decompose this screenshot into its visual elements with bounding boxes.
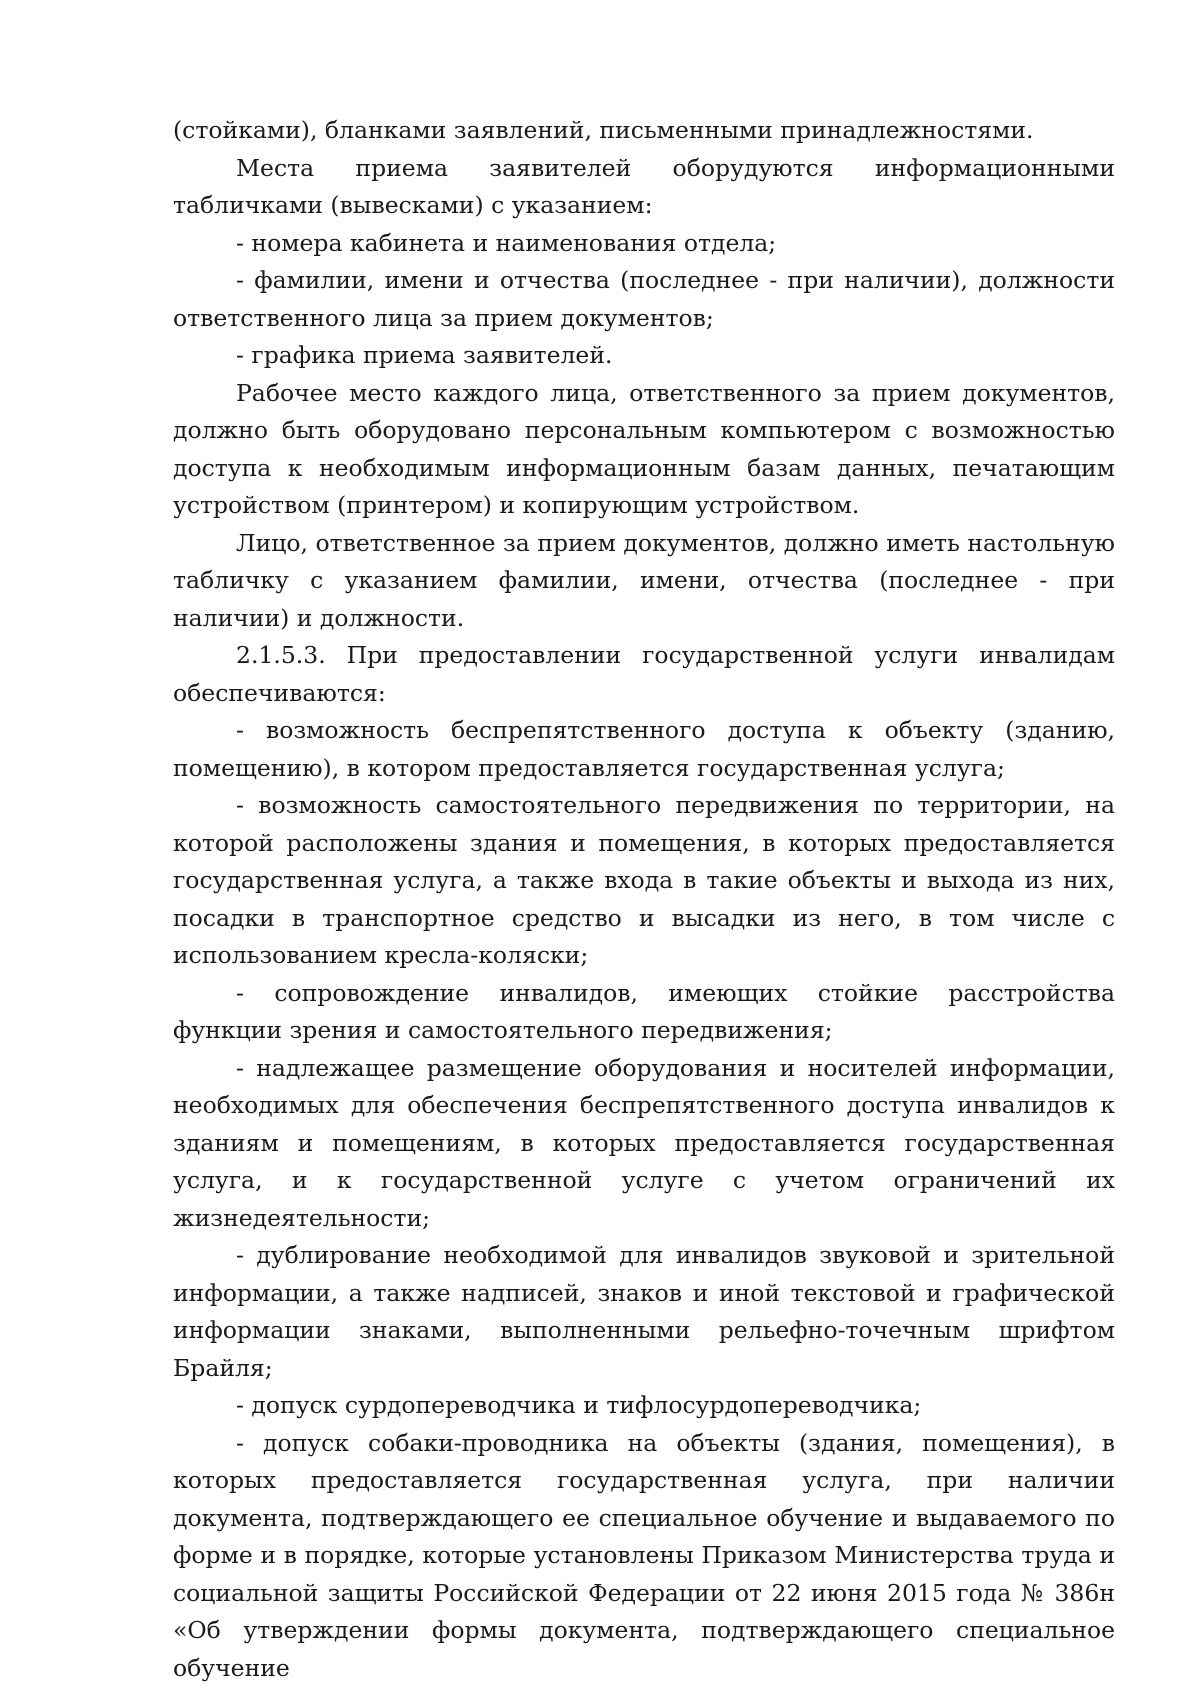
- paragraph-desk-sign: Лицо, ответственное за прием документов, должно иметь настольную табличку с указанием фамилии, имени, отчества (последнее - при наличии) и должности.: [173, 528, 1115, 632]
- list-item-movement: - возможность самостоятельного передвижения по территории, на которой расположены здания и помещения, в которых предоставляется государственная услуга, а также входа в такие объекты и выхода из них, посадки в транспортное средство и высадки из него, в том числе с использованием кресла-коляски;: [173, 791, 1115, 969]
- paragraph-reception-places: Места приема заявителей оборудуются информационными табличками (вывесками) с указанием:: [173, 153, 1115, 219]
- paragraph-workplace: Рабочее место каждого лица, ответственного за прием документов, должно быть оборудовано персональным компьютером с возможностью доступа к необходимым информационным базам данных, печатающим устройством (принтером) и копирующим устройством.: [173, 378, 1115, 519]
- list-item-braille: - дублирование необходимой для инвалидов звуковой и зрительной информации, а также надписей, знаков и иной текстовой и графической информации знаками, выполненными рельефно-точечным шрифтом Брайля;: [173, 1241, 1115, 1382]
- paragraph-continuation: (стойками), бланками заявлений, письменными принадлежностями.: [173, 116, 1034, 144]
- list-item-equipment: - надлежащее размещение оборудования и носителей информации, необходимых для обеспечения беспрепятственного доступа инвалидов к зданиям и помещениям, в которых предоставляется государственная услуга, и к государственной услуге с учетом ограничений их жизнедеятельности;: [173, 1053, 1115, 1232]
- list-item-cabinet-number: - номера кабинета и наименования отдела;: [236, 228, 777, 257]
- list-item-access: - возможность беспрепятственного доступа к объекту (зданию, помещению), в котором предоставляется государственная услуга;: [173, 716, 1115, 782]
- list-item-escort: - сопровождение инвалидов, имеющих стойкие расстройства функции зрения и самостоятельного передвижения;: [173, 978, 1115, 1044]
- list-item-responsible-person: - фамилии, имени и отчества (последнее - при наличии), должности ответственного лица за прием документов;: [173, 266, 1115, 332]
- list-item-schedule: - графика приема заявителей.: [236, 341, 613, 369]
- list-item-interpreter: - допуск сурдопереводчика и тифлосурдопереводчика;: [236, 1391, 922, 1419]
- paragraph-section-2-1-5-3: 2.1.5.3. При предоставлении государственной услуги инвалидам обеспечиваются:: [173, 641, 1115, 707]
- document-body: [173, 112, 1115, 1687]
- list-item-guide-dog: - допуск собаки-проводника на объекты (здания, помещения), в которых предоставляется государственная услуга, при наличии документа, подтверждающего ее специальное обучение и выдаваемого по форме и в порядке, которые установлены Приказом Министерства труда и социальной защиты Российской Федерации от 22 июня 2015 года № 386н «Об утверждении формы документа, подтверждающего специальное обучение: [173, 1428, 1115, 1682]
